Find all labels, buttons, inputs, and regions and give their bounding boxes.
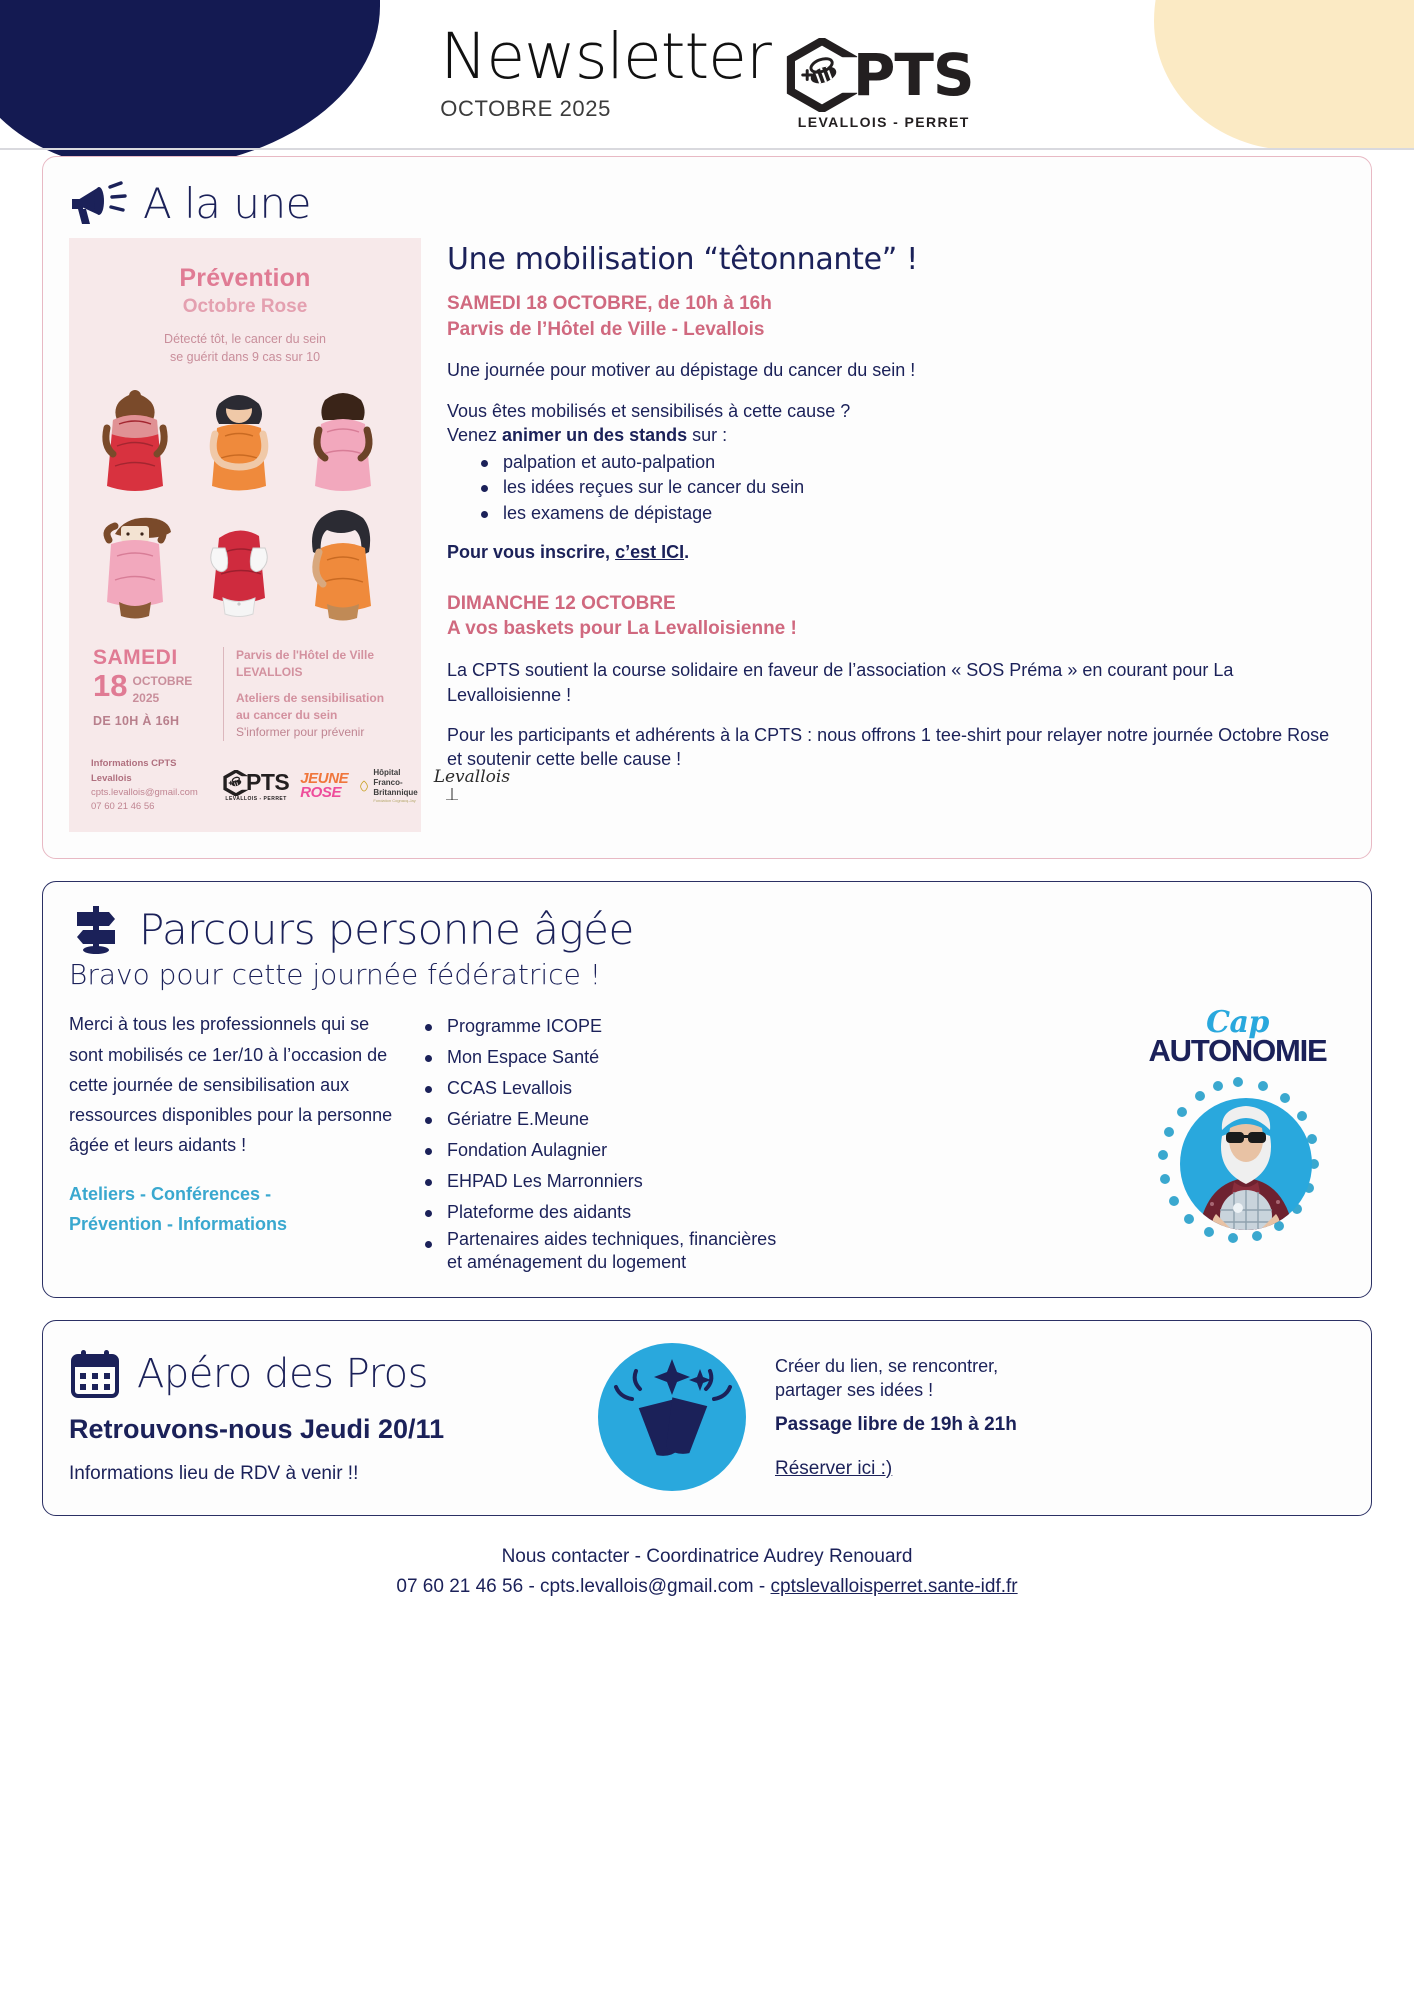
list-item: palpation et auto-palpation [481, 450, 1345, 476]
calendar-icon [69, 1348, 121, 1400]
parcours-paragraph: Merci à tous les professionnels qui se sont mobilisés ce 1er/10 à l’occasion de cette journée de sensibilisation aux ressources disponibles pour la personne âgée et leurs aidants ! [69, 1014, 393, 1156]
apero-right-line1: Créer du lien, se rencontrer, [775, 1355, 999, 1376]
list-item [421, 1228, 1108, 1275]
subsection-line1: DIMANCHE 12 OCTOBRE [447, 592, 676, 614]
cpts-logo [785, 38, 974, 130]
parcours-accent [69, 1179, 399, 1240]
apero-right-text [775, 1354, 1345, 1402]
poster-detail-line1: Ateliers de sensibilisation [236, 691, 385, 706]
cpts-logo-tagline: LEVALLOIS - PERRET [797, 114, 970, 130]
footer-contact: Nous contacter - Coordinatrice Audrey Renouard [501, 1545, 913, 1567]
list-item-line1: Partenaires aides techniques, financières [447, 1229, 777, 1250]
cap-autonomie-photo [1138, 1074, 1338, 1264]
inscription-prefix: Pour vous inscrire, [447, 542, 616, 563]
footer-details [0, 1572, 1414, 1602]
poster-illustration [83, 378, 407, 633]
hopital-leaf-icon [359, 777, 369, 795]
article-p2: Vous êtes mobilisés et sensibilisés à cette cause ? [447, 400, 851, 421]
inscription-suffix: . [684, 542, 690, 563]
signpost-icon [69, 902, 123, 956]
poster-place-line1: Parvis de l'Hôtel de Ville [236, 648, 375, 663]
page-header [0, 0, 1414, 130]
section-parcours-personne-agee [42, 881, 1372, 1297]
poster-weekday: SAMEDI [93, 646, 178, 670]
parcours-tagline: Bravo pour cette journée fédératrice ! [69, 958, 601, 992]
article-p1: Une journée pour motiver au dépistage du cancer du sein ! [447, 360, 916, 381]
poster-detail-line2: au cancer du sein [236, 708, 338, 723]
article-inscription [447, 540, 1345, 564]
autonomie-logo-word: AUTONOMIE [1148, 1033, 1327, 1068]
footer-phone-email: 07 60 21 46 56 - cpts.levallois@gmail.com - [396, 1576, 771, 1598]
parcours-title: Parcours personne âgée [139, 904, 634, 954]
inscription-link[interactable]: c’est ICI [615, 542, 685, 563]
logo-levallois-word: Levallois [433, 766, 511, 787]
apero-header [69, 1348, 569, 1400]
article-date-line1: SAMEDI 18 OCTOBRE, de 10h à 16h [447, 293, 772, 314]
poster-year: 2025 [132, 691, 160, 706]
article-p3-strong: animer un des stands [502, 425, 688, 446]
apero-reserve-link[interactable] [775, 1458, 892, 1480]
poster-day: 18 [93, 668, 128, 704]
list-item: CCAS Levallois [421, 1073, 1108, 1104]
footer-website-link[interactable]: cptslevalloisperret.sante-idf.fr [770, 1576, 1018, 1598]
logo-hopital-line2: Franco-Britannique [373, 778, 418, 798]
poster-info-phone: 07 60 21 46 56 [91, 801, 155, 813]
poster-logo-jeune-et-rose [300, 769, 349, 801]
list-item: Mon Espace Santé [421, 1042, 1108, 1073]
apero-hours: Passage libre de 19h à 21h [775, 1413, 1017, 1435]
poster-month: OCTOBRE [132, 674, 193, 689]
list-item: les examens de dépistage [481, 501, 1345, 527]
poster-subtitle: Octobre Rose [182, 296, 308, 317]
a-la-une-article [447, 238, 1345, 832]
list-item: Fondation Aulagnier [421, 1135, 1108, 1166]
list-item: Gériatre E.Meune [421, 1104, 1108, 1135]
poster-slogan: Détecté tôt, le cancer du sein se guérit dans 9 cas sur 10 [164, 332, 326, 365]
a-la-une-title: A la une [143, 179, 311, 228]
poster-hours: DE 10H À 16H [93, 713, 180, 728]
list-item: Plateforme des aidants [421, 1197, 1108, 1228]
apero-reserve-link-label: Réserver ici :) [775, 1457, 893, 1479]
poster-title: Prévention [179, 264, 311, 292]
page-footer [0, 1542, 1414, 1603]
list-item: EHPAD Les Marronniers [421, 1166, 1108, 1197]
poster-logo-cpts [223, 769, 289, 802]
article-bullets [481, 450, 1345, 527]
page-title: Newsletter [440, 20, 771, 93]
apero-subtitle: Retrouvons-nous Jeudi 20/11 [69, 1414, 445, 1445]
section-a-la-une [42, 156, 1372, 859]
parcours-header [69, 902, 1345, 956]
header-divider [0, 148, 1414, 150]
poster-logo-hopital [359, 768, 422, 803]
cpts-logo-word: PTS [852, 40, 974, 109]
list-item: Programme ICOPE [421, 1011, 1108, 1042]
apero-title: Apéro des Pros [137, 1351, 428, 1398]
cap-autonomie-logo [1148, 1005, 1327, 1068]
poster-logo-cpts-tag: LEVALLOIS - PERRET [225, 796, 287, 803]
poster-logo-cpts-word: PTS [246, 769, 290, 796]
article-p3-suffix: sur : [687, 425, 728, 446]
apero-note: Informations lieu de RDV à venir !! [69, 1463, 359, 1485]
cheers-cups-icon [596, 1341, 748, 1493]
article-title: Une mobilisation “têtonnante” ! [447, 242, 918, 277]
poster-info-title: Informations CPTS Levallois [91, 758, 177, 784]
article-p3 [447, 423, 1345, 447]
cpts-hexagon-bee-icon [785, 38, 859, 112]
list-item-line2: et aménagement du logement [447, 1252, 687, 1273]
logo-rose-word: ROSE [300, 783, 342, 801]
cap-logo-word: Cap [1206, 1005, 1269, 1041]
list-item: les idées reçues sur le cancer du sein [481, 475, 1345, 501]
parcours-accent-line2: Prévention - Informations [69, 1214, 288, 1235]
poster-place-line2: LEVALLOIS [236, 665, 303, 680]
poster-info-email: cpts.levallois@gmail.com [91, 786, 198, 798]
a-la-une-header [43, 157, 1371, 238]
article-p4: La CPTS soutient la course solidaire en faveur de l’association « SOS Préma » en courant pour La Levalloisienne ! [447, 660, 1234, 705]
article-date [447, 291, 1345, 342]
article-p3-prefix: Venez [447, 425, 503, 446]
article-p2-block [447, 399, 1345, 448]
article-date-line2: Parvis de l’Hôtel de Ville - Levallois [447, 318, 765, 340]
logo-hopital-line3: Fondation Cognacq-Jay [373, 798, 416, 804]
apero-right-line2: partager ses idées ! [775, 1379, 934, 1400]
article-p5: Pour les participants et adhérents à la CPTS : nous offrons 1 tee-shirt pour relayer notre journée Octobre Rose et soutenir cette belle cause ! [447, 725, 1330, 770]
parcours-accent-line1: Ateliers - Conférences - [69, 1183, 272, 1204]
issue-date: OCTOBRE 2025 [440, 96, 611, 122]
section-apero-des-pros [42, 1320, 1372, 1516]
logo-hopital-line1: Hôpital [373, 768, 401, 778]
parcours-items [421, 1011, 1108, 1274]
megaphone-icon [69, 181, 129, 227]
poster-detail-line3: S'informer pour prévenir [236, 725, 365, 740]
article-subsection-date [447, 591, 1345, 642]
logo-jeune-word: JEUNE [300, 769, 349, 787]
subsection-line2: A vos baskets pour La Levalloisienne ! [447, 618, 797, 640]
